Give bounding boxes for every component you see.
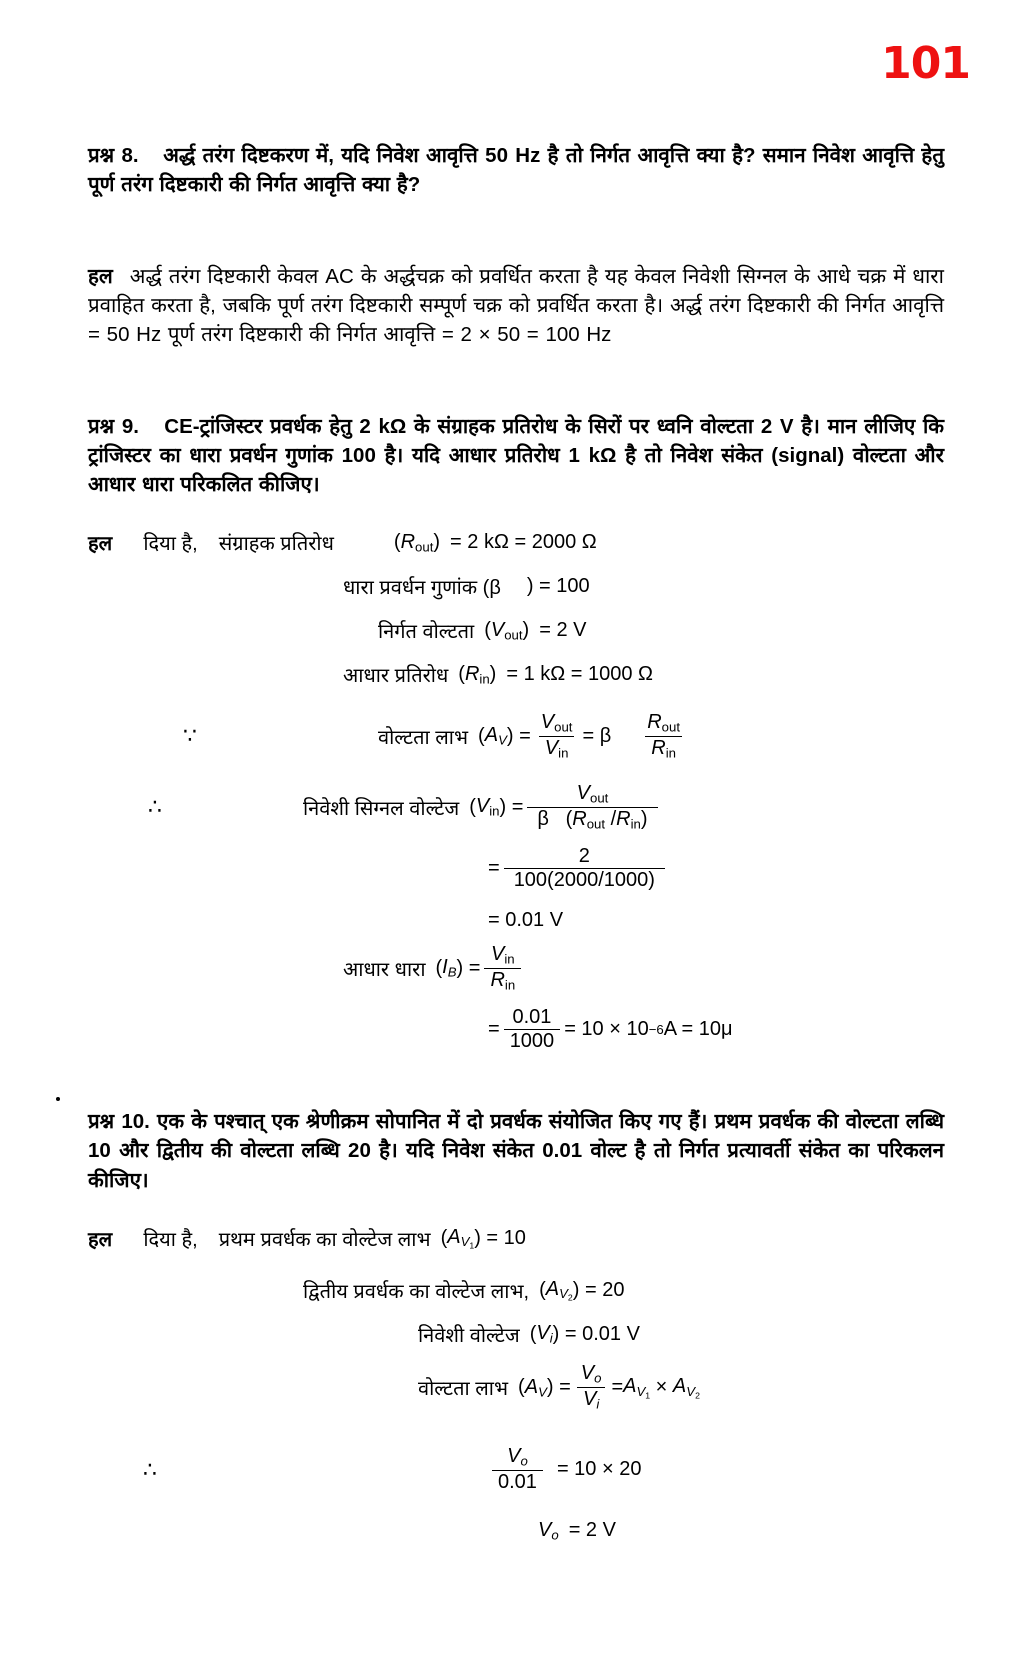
solution-9-given-label: दिया है, — [143, 533, 198, 556]
collector-resistance-label: संग्राहक प्रतिरोध — [218, 533, 334, 556]
vin-numeric-numerator: 2 — [578, 844, 590, 867]
solution-8-paragraph — [88, 262, 944, 349]
final-vo-value: = 2 V — [568, 1519, 616, 1542]
question-10-label: प्रश्न 10. — [88, 1110, 150, 1134]
solution-10-given-label: दिया है, — [143, 1228, 198, 1251]
solution-8-block — [88, 262, 944, 349]
question-9-text: CE-ट्रांजिस्टर प्रवर्धक हेतु 2 kΩ के संग्राहक प्रतिरोध के सिरों पर ध्वनि वोल्टता 2 V है। मान लीजिए कि ट्रांजिस्टर का धारा प्रवर्धन गुणांक 100 है। यदि आधार प्रतिरोध 1 kΩ है तो निवेश संकेत (signal) वोल्टता और आधार धारा परिकलित कीजिए। — [88, 415, 944, 497]
vout-label: निर्गत वोल्टता — [378, 621, 475, 644]
solution-9-line-vin-formula — [148, 781, 944, 832]
equals-sign-2: = — [488, 1018, 500, 1041]
vout-over-vin-fraction: $\frac{V_{out}}{V_{in}}$ — [540, 710, 573, 761]
vo-over-point-zero-one-fraction: $\frac{V_o}{0.01}$ — [492, 1446, 543, 1494]
rin-symbol: ( $R_{in}$ ) — [458, 663, 497, 687]
vin-symbol: ( $V_{in}$ ) = — [469, 795, 524, 820]
base-current-exponent: −6 — [648, 1022, 664, 1038]
vin-numeric-fraction — [504, 846, 665, 892]
beta-value: ) = 100 — [526, 575, 590, 598]
base-current-result-a: = 10 × 10 — [564, 1018, 649, 1041]
equation-rhs: = 10 × 20 — [556, 1458, 642, 1481]
question-8-paragraph — [88, 141, 944, 199]
gain-10-symbol: ( $A_V$ ) = — [518, 1375, 571, 1400]
rin-value: = 1 kΩ = 1000 Ω — [506, 663, 654, 686]
equals-sign: = — [488, 857, 500, 880]
solution-9-line-vout — [378, 616, 944, 646]
because-symbol: ∵ — [183, 723, 197, 749]
voltage-gain-label: वोल्टता लाभ — [378, 726, 469, 749]
base-current-denominator: 1000 — [504, 1029, 561, 1053]
solution-10-final-answer — [538, 1516, 944, 1546]
solution-10-line-av2 — [303, 1275, 944, 1305]
vi-symbol: ( $V_i$ — [529, 1322, 553, 1347]
final-vo-symbol: $V_o$ — [538, 1518, 559, 1543]
vin-over-rin-fraction: $\frac{V_{in}}{R_{in}}$ — [484, 944, 521, 993]
question-10-paragraph — [88, 1107, 944, 1194]
gain-10-product: = $A_{V_1}$ × $A_{V_2}$ — [611, 1375, 700, 1401]
solution-9-line-vin-result — [488, 906, 944, 936]
solution-9-line-voltage-gain — [183, 710, 944, 761]
vin-formula-fraction: $\frac{V_{out}}{\beta (R_{out} /R_{in})}$ — [527, 783, 657, 832]
collector-resistance-symbol: ( $R_{out}$ ) — [393, 531, 441, 555]
base-current-numerator: 0.01 — [512, 1005, 552, 1028]
av1-symbol: ( $A_{V_1}$ — [440, 1225, 475, 1251]
base-current-fraction — [504, 1007, 561, 1053]
question-8-label: प्रश्न 8. — [88, 143, 139, 167]
av1-label: प्रथम प्रवर्धक का वोल्टेज लाभ — [218, 1228, 431, 1251]
solution-9-line-rin — [343, 660, 944, 690]
solution-9-label: हल — [88, 533, 113, 556]
solution-10-line-vi — [418, 1319, 944, 1349]
therefore-symbol-2: ∴ — [143, 1456, 157, 1482]
question-10-block — [88, 1107, 944, 1194]
solution-10-line-av1 — [88, 1223, 944, 1253]
therefore-symbol-1: ∴ — [148, 794, 162, 820]
equals-beta: = β — [582, 724, 612, 747]
av2-symbol: ( $A_{V_2}$ — [539, 1277, 573, 1303]
solution-9-line-vin-numeric — [488, 846, 944, 892]
solution-9-line-beta — [343, 572, 944, 602]
vi-label: निवेशी वोल्टेज — [418, 1324, 520, 1347]
equation-denominator: 0.01 — [492, 1470, 543, 1494]
solution-10-label: हल — [88, 1228, 113, 1251]
beta-label: धारा प्रवर्धन गुणांक (β — [343, 577, 501, 600]
solution-9-line-base-current-result — [488, 1007, 944, 1053]
solution-10-line-gain — [418, 1363, 944, 1412]
page-number: 101 — [881, 38, 970, 89]
solution-10-line-equation — [143, 1445, 944, 1494]
av2-value: ) = 20 — [572, 1278, 625, 1301]
question-9-label: प्रश्न 9. — [88, 415, 139, 439]
vout-value: = 2 V — [539, 619, 587, 642]
question-9-block — [88, 412, 944, 499]
base-current-result-b: A = 10μ — [663, 1018, 733, 1041]
vin-label: निवेशी सिग्नल वोल्टेज — [303, 797, 460, 820]
vin-result: = 0.01 V — [488, 909, 564, 932]
solution-9-line-collector-resistance — [88, 528, 944, 558]
vi-value: ) = 0.01 V — [552, 1322, 640, 1345]
solution-9-line-base-current — [343, 944, 944, 993]
base-current-label: आधार धारा — [343, 958, 426, 981]
solution-8-label: हल — [88, 264, 113, 288]
rout-over-rin-fraction: $\frac{R_{out}}{R_{in}}$ — [647, 710, 680, 761]
question-8-block — [88, 141, 944, 199]
voltage-gain-symbol: ( $A_V$ ) = — [478, 724, 531, 749]
collector-resistance-value: = 2 kΩ = 2000 Ω — [450, 531, 597, 554]
rin-label: आधार प्रतिरोध — [343, 665, 449, 688]
av1-value: ) = 10 — [474, 1226, 526, 1249]
question-8-text: अर्द्ध तरंग दिष्टकरण में, यदि निवेश आवृत्ति 50 Hz है तो निर्गत आवृत्ति क्या है? समान निवेश आवृत्ति हेतु पूर्ण तरंग दिष्टकारी की निर्गत आवृत्ति क्या है? — [88, 143, 945, 196]
av2-label: द्वितीय प्रवर्धक का वोल्टेज लाभ, — [303, 1280, 530, 1303]
gain-10-label: वोल्टता लाभ — [418, 1378, 509, 1401]
solution-8-text: अर्द्ध तरंग दिष्टकारी केवल AC के अर्द्धचक्र को प्रवर्धित करता है यह केवल निवेशी सिग्नल के आधे चक्र में धारा प्रवाहित करता है, जबकि पूर्ण तरंग दिष्टकारी सम्पूर्ण चक्र को प्रवर्धित करता है। अर्द्ध तरंग दिष्टकारी की निर्गत आवृत्ति = 50 Hz पूर्ण तरंग दिष्टकारी की निर्गत आवृत्ति = 2 × 50 = 100 Hz — [88, 264, 944, 346]
page-content — [88, 120, 944, 1546]
base-current-symbol: ( $I_B$ ) = — [435, 956, 481, 981]
vout-symbol: ( $V_{out}$ ) — [484, 619, 530, 643]
stray-ink-mark — [56, 1097, 60, 1101]
vo-over-vi-fraction: $\frac{V_o}{V_i}$ — [575, 1363, 608, 1412]
question-10-text: एक के पश्चात् एक श्रेणीक्रम सोपानित में दो प्रवर्धक संयोजित किए गए हैं। प्रथम प्रवर्धक की वोल्टता लब्धि 10 और द्वितीय की वोल्टता लब्धि 20 है। यदि निवेश संकेत 0.01 वोल्ट है तो निर्गत प्रत्यावर्ती संकेत का परिकलन कीजिए। — [88, 1110, 944, 1192]
question-9-paragraph — [88, 412, 944, 499]
vin-numeric-denominator: 100(2000/1000) — [504, 868, 665, 892]
